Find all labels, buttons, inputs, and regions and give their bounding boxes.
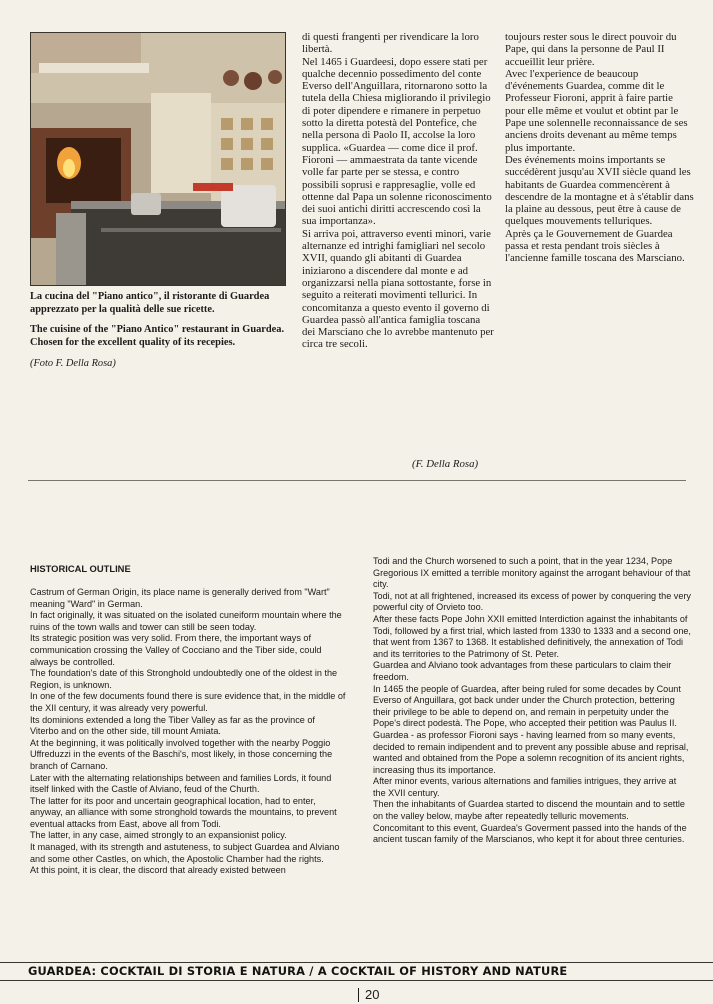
paragraph: At this point, it is clear, the discord that already existed between xyxy=(30,865,286,876)
paragraph: Guardea and Alviano took advantages from these particulars to claim their freedom. xyxy=(373,660,672,682)
paragraph: toujours rester sous le direct pouvoir du Pape, qui dans la personne de Paul II accueillit leur prière. xyxy=(505,31,677,68)
english-column-right xyxy=(373,556,691,846)
paragraph: Todi, not at all frightened, increased its excess of power by conquering the very powerful city of Orvieto too. xyxy=(373,590,691,613)
paragraph: It managed, with its strength and astuteness, to subject Guardea and Alviano and some other Castles, on which, the Apostolic Chamber had the rights. xyxy=(30,842,340,864)
paragraph: Après ça le Gouvernement de Guardea passa et resta pendant trois siècles à l'ancienne famille toscana des Marsciano. xyxy=(505,227,685,265)
article-credit: (F. Della Rosa) xyxy=(412,458,479,470)
paragraph: Castrum of German Origin, its place name is generally derived from "Wart" meaning "Ward" in German. xyxy=(30,587,330,609)
kitchen-photo xyxy=(30,32,286,286)
paragraph: Later with the alternating relationships between and families Lords, it found itself linked with the Castle of Alviano, feud of the Churth. xyxy=(30,772,332,795)
kitchen-illustration xyxy=(31,33,285,285)
paragraph: Its dominions extended a long the Tiber Valley as far as the province of Viterbo and on the other side, till mount Amiata. xyxy=(30,714,315,737)
paragraph: In 1465 the people of Guardea, after being ruled for some decades by Count Everso of Anguillara, got back under under the Church protection, bettering their privilege to be able to depend on, and remain in perpetuity under the Pope's direct podestà. The Pope, who accepted their petition was Paulus II. xyxy=(373,683,681,729)
paragraph: In one of the few documents found there is sure evidence that, in the middle of the XII century, it was already very powerful. xyxy=(30,691,346,713)
photo-caption-italian: La cucina del "Piano antico", il ristorante di Guardea apprezzato per la qualità delle sue ricette. xyxy=(30,291,270,315)
photo-caption-english: The cuisine of the "Piano Antico" restaurant in Guardea. Chosen for the excellent quality of its recepies. xyxy=(30,324,285,348)
paragraph: Nel 1465 i Guardeesi, dopo essere stati per qualche decennio possedimento del conte Everso dell'Anguillara, ritornarono sotto la tutela della Chiesa migliorando il privilegio di poter dipendere e rimanere in perpetuo sotto la diretta potestà del Pontefice, che nella persona di Paolo II, accolse la loro supplica. «Guardea — come dice il prof. Fioroni — ammaestrata da tante vicende volle far parte per se stessa, e contro possibili soprusi e rappresaglie, volle ed ottenne dal Papa un solenne riconoscimento dei suoi antichi diritti accrescendo così la sua importanza». xyxy=(302,55,492,228)
italian-column xyxy=(302,31,494,351)
paragraph: Guardea - as professor Fioroni says - having learned from so many events, decided to remain indipendent and to prevent any possible abuse and reprisal, wanted and obtained from the Pope a solemn recognition of its ancient rights, increasing thus its importance. xyxy=(373,729,689,775)
paragraph: Its strategic position was very solid. From there, the important ways of communication crossing the Valley of Cocciano and the Tiber side, could always be controlled. xyxy=(30,633,322,667)
paragraph: After these facts Pope John XXII emitted Interdiction against the inhabitants of Todi, followed by a first trial, which lasted from 1330 to 1333 and a second one, that went from 1367 to 1368. It established definitively, the annexation of Todi and its territories to the Patrimony of St. Peter. xyxy=(373,613,691,659)
page-number-divider xyxy=(358,988,359,1002)
paragraph: The latter for its poor and uncertain geographical location, had to enter, anyway, an alliance with some stronghold towards the mountains, to prevent eventual attacks from East, above all from Todi. xyxy=(30,795,337,829)
paragraph: Avec l'experience de beaucoup d'événements Guardea, comme dit le Professeur Fioroni, apprit à faire partie pour elle même et voulut et obtint par le Pape une solennelle reconnaissance de ses anciens droits devenant au même temps plus importante. xyxy=(505,67,688,154)
french-column xyxy=(505,31,695,265)
paragraph: At the beginning, it was politically involved together with the nearby Poggio Uffreduzzi in the events of the Baschi's, most likely, in those concerning the branch of Carnano. xyxy=(30,737,333,771)
footer-rule-bottom xyxy=(0,980,713,981)
english-column-left xyxy=(30,587,346,877)
paragraph: Todi and the Church worsened to such a point, that in the year 1234, Pope Gregorious IX emitted a terrible monitory against the arrogant behaviour of that city. xyxy=(373,556,691,590)
page-number: 20 xyxy=(365,987,380,1002)
photo-credit: (Foto F. Della Rosa) xyxy=(30,358,116,369)
paragraph: In fact originally, it was situated on the isolated cuneiform mountain where the ruins of the town walls and tower can still be seen today. xyxy=(30,610,342,632)
historical-outline-title: HISTORICAL OUTLINE xyxy=(30,563,131,574)
paragraph: The foundation's date of this Stronghold undoubtedly one of the oldest in the Region, is unknown. xyxy=(30,668,338,690)
paragraph: Then the inhabitants of Guardea started to discend the mountain and to settle on the valley below, maybe after repeatedly telluric movements. xyxy=(373,799,685,822)
paragraph: After minor events, various alternations and families intrigues, they arrive at the XVII century. xyxy=(373,776,677,798)
footer-rule-top xyxy=(0,962,713,963)
footer-title: GUARDEA: COCKTAIL DI STORIA E NATURA / A COCKTAIL OF HISTORY AND NATURE xyxy=(28,964,568,978)
paragraph: Si arriva poi, attraverso eventi minori, varie alternanze ed intrighi famigliari nel secolo XVII, quando gli abitanti di Guardea iniziarono a discendere dal monte e ad organizzarsi nella piana sottostante, forse in seguito a reiterati movimenti tellurici. In concomitanza a questo evento il governo di Guardea passò all'antica famiglia toscana dei Marsciano che lo avrebbe mantenuto per circa tre secoli. xyxy=(302,227,494,351)
section-divider xyxy=(28,480,686,481)
paragraph: Concomitant to this event, Guardea's Goverment passed into the hands of the ancient tuscan family of the Marscianos, who kept it for about three centuries. xyxy=(373,822,687,845)
paragraph: The latter, in any case, aimed strongly to an expansionist policy. xyxy=(30,830,287,841)
paragraph: Des événements moins importants se succédèrent jusqu'au XVII siècle quand les habitants de Guardea commencèrent à descendre de la montagne et à s'établir dans la plaine au dessous, peut être à cause de quelques mouvements telluriques. xyxy=(505,153,694,228)
paragraph: di questi frangenti per rivendicare la loro libertà. xyxy=(302,31,479,56)
